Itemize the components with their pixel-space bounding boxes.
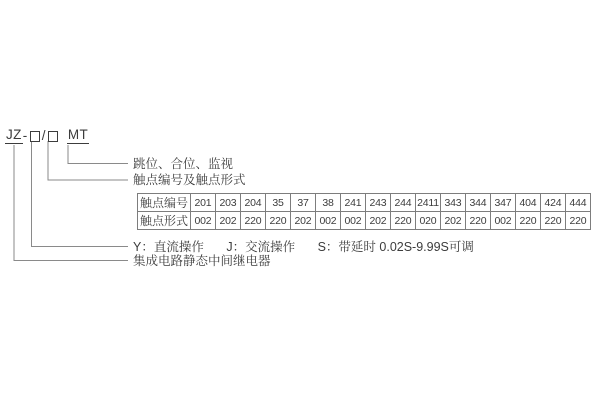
- table-cell: 220: [266, 212, 291, 230]
- table-cell: 241: [341, 194, 366, 212]
- table-cell: 202: [366, 212, 391, 230]
- table-cell: 020: [416, 212, 441, 230]
- table-cell: 002: [491, 212, 516, 230]
- callout-trip-close-monitor: 跳位、合位、监视: [133, 157, 234, 171]
- table-cell: 220: [516, 212, 541, 230]
- model-family: JZ: [6, 127, 22, 142]
- table-cell: 220: [566, 212, 591, 230]
- model-slash: /: [41, 128, 46, 143]
- model-hyphen: -: [22, 128, 28, 143]
- placeholder-box-2: [48, 131, 58, 142]
- table-cell: 203: [216, 194, 241, 212]
- callout-operation-modes: [133, 240, 474, 254]
- table-cell: 444: [566, 194, 591, 212]
- table-cell: 220: [241, 212, 266, 230]
- leader-mt: [68, 145, 128, 164]
- table-cell: 37: [291, 194, 316, 212]
- table-cell: 204: [241, 194, 266, 212]
- row-header: 触点编号: [138, 194, 191, 212]
- leader-box1: [32, 141, 129, 247]
- table-cell: 38: [316, 194, 341, 212]
- contact-table-body: [138, 194, 591, 230]
- table-cell: 220: [541, 212, 566, 230]
- callout-relay-type: 集成电路静态中间继电器: [133, 254, 271, 268]
- placeholder-box-1: [30, 131, 40, 142]
- row-header: 触点形式: [138, 212, 191, 230]
- contact-table: [137, 193, 591, 230]
- operation-mode-dc: Y：直流操作: [133, 240, 204, 254]
- table-cell: 343: [441, 194, 466, 212]
- table-cell: 243: [366, 194, 391, 212]
- table-cell: 202: [441, 212, 466, 230]
- operation-mode-delay: S：带延时 0.02S-9.99S可调: [317, 240, 474, 254]
- table-cell: 201: [191, 194, 216, 212]
- callout-contact-number-form: 触点编号及触点形式: [133, 173, 246, 187]
- table-cell: 002: [341, 212, 366, 230]
- leader-box2: [48, 141, 128, 180]
- table-cell: 202: [291, 212, 316, 230]
- table-cell: 202: [216, 212, 241, 230]
- model-suffix: MT: [67, 127, 89, 142]
- table-cell: 002: [316, 212, 341, 230]
- table-cell: 2411: [416, 194, 441, 212]
- operation-mode-ac: J：交流操作: [226, 240, 296, 254]
- table-cell: 35: [266, 194, 291, 212]
- table-row: [138, 212, 591, 230]
- model-code: [5, 128, 89, 143]
- table-cell: 404: [516, 194, 541, 212]
- table-cell: 002: [191, 212, 216, 230]
- table-cell: 347: [491, 194, 516, 212]
- table-row: [138, 194, 591, 212]
- table-cell: 424: [541, 194, 566, 212]
- table-cell: 220: [391, 212, 416, 230]
- table-cell: 220: [466, 212, 491, 230]
- table-cell: 344: [466, 194, 491, 212]
- table-cell: 244: [391, 194, 416, 212]
